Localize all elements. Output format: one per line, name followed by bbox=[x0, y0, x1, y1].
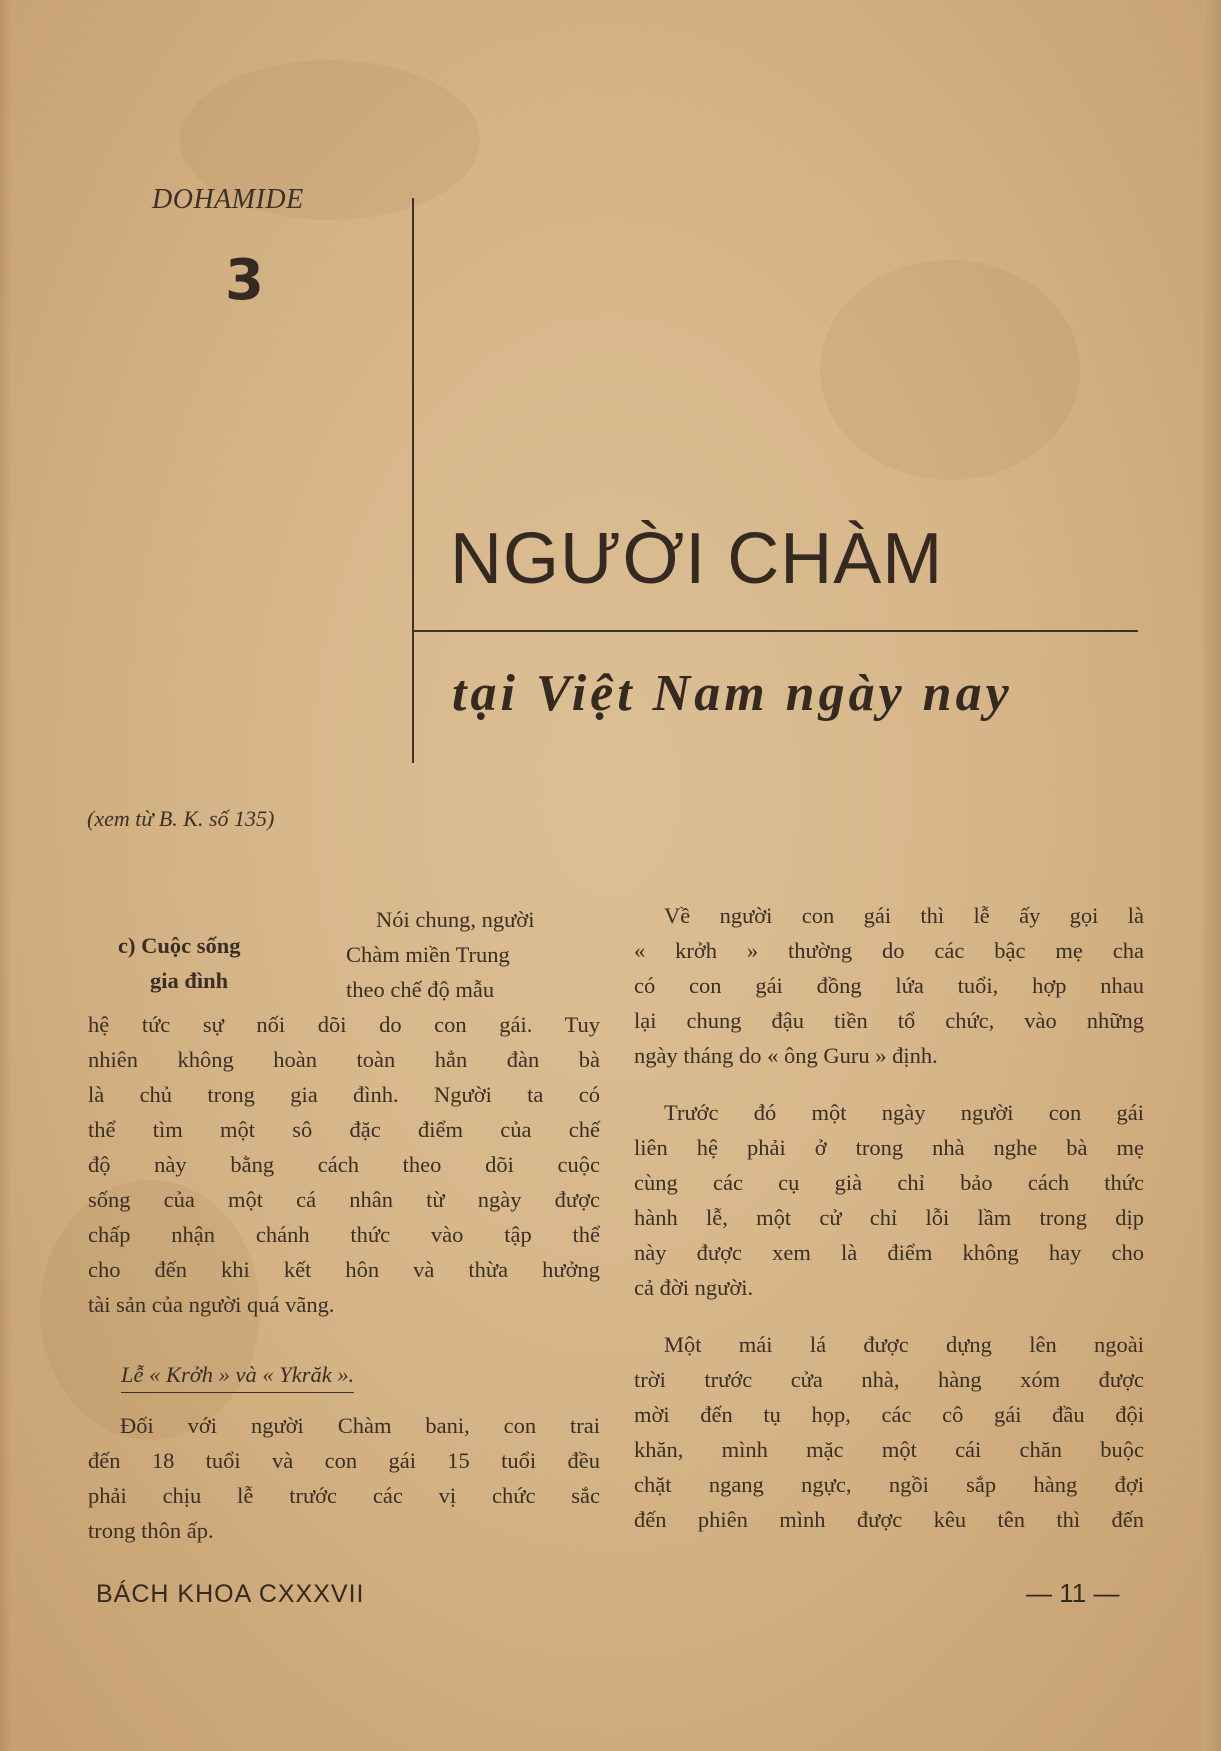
text-line: cùng các cụ già chỉ bảo cách thức bbox=[634, 1170, 1144, 1195]
intro-line: Nói chung, người bbox=[376, 907, 535, 932]
page-edge-right bbox=[1203, 0, 1221, 1751]
text-line: chặt ngang ngực, ngồi sắp hàng đợi bbox=[634, 1472, 1144, 1497]
text-line: sống của một cá nhân từ ngày được bbox=[88, 1187, 600, 1212]
continued-note: (xem từ B. K. số 135) bbox=[87, 806, 275, 831]
text-line: Đối với người Chàm bani, con trai bbox=[120, 1413, 600, 1438]
text-line: mời đến tụ họp, các cô gái đầu đội bbox=[634, 1402, 1144, 1427]
horizontal-rule bbox=[412, 630, 1138, 632]
article-subtitle: tại Việt Nam ngày nay bbox=[452, 665, 1013, 722]
text-line: trong thôn ấp. bbox=[88, 1518, 214, 1543]
text-line: Về người con gái thì lễ ấy gọi là bbox=[664, 903, 1144, 928]
text-line: phải chịu lễ trước các vị chức sắc bbox=[88, 1483, 600, 1508]
text-line: tài sản của người quá vãng. bbox=[88, 1292, 335, 1317]
text-line: ngày tháng do « ông Guru » định. bbox=[634, 1043, 938, 1068]
intro-line: theo chế độ mẫu bbox=[346, 977, 495, 1002]
text-line: là chủ trong gia đình. Người ta có bbox=[88, 1082, 600, 1107]
vertical-rule bbox=[412, 198, 414, 763]
right-column bbox=[634, 898, 1144, 1537]
text-line: « krởh » thường do các bậc mẹ cha bbox=[634, 938, 1144, 963]
author-name: DOHAMIDE bbox=[152, 184, 304, 215]
left-paragraph bbox=[88, 1007, 600, 1322]
text-line: liên hệ phải ở trong nhà nghe bà mẹ bbox=[634, 1135, 1144, 1160]
right-paragraph bbox=[634, 1327, 1144, 1537]
text-line: hệ tức sự nối dõi do con gái. Tuy bbox=[88, 1012, 600, 1037]
article-title: NGƯỜI CHÀM bbox=[450, 519, 944, 599]
text-line: nhiên không hoàn toàn hẳn đàn bà bbox=[88, 1047, 600, 1072]
side-heading bbox=[118, 928, 241, 998]
side-heading-line: c) Cuộc sống bbox=[118, 933, 241, 958]
paper-stain bbox=[820, 260, 1080, 480]
side-heading-line: gia đình bbox=[150, 968, 229, 993]
chapter-number: 3 bbox=[225, 248, 264, 313]
text-line: đến 18 tuổi và con gái 15 tuổi đều bbox=[88, 1448, 600, 1473]
text-line: Trước đó một ngày người con gái bbox=[664, 1100, 1144, 1125]
text-line: khăn, mình mặc một cái chăn buộc bbox=[634, 1437, 1144, 1462]
intro-line: Chàm miền Trung bbox=[346, 942, 510, 967]
section-heading: Lễ « Krởh » và « Ykrăk ». bbox=[121, 1362, 354, 1393]
text-line: Một mái lá được dựng lên ngoài bbox=[664, 1332, 1144, 1357]
text-line: lại chung đậu tiền tổ chức, vào những bbox=[634, 1008, 1144, 1033]
page-edge-left bbox=[0, 0, 12, 1751]
text-line: hành lễ, một cử chỉ lỗi lầm trong dịp bbox=[634, 1205, 1144, 1230]
text-line: này được xem là điểm không hay cho bbox=[634, 1240, 1144, 1265]
left-section-paragraph bbox=[88, 1408, 600, 1548]
right-paragraph bbox=[634, 1095, 1144, 1305]
intro-lines bbox=[336, 902, 600, 1007]
text-line: cho đến khi kết hôn và thừa hưởng bbox=[88, 1257, 600, 1282]
text-line: có con gái đồng lứa tuổi, hợp nhau bbox=[634, 973, 1144, 998]
text-line: đến phiên mình được kêu tên thì đến bbox=[634, 1507, 1144, 1532]
text-line: thể tìm một sô đặc điểm của chế bbox=[88, 1117, 600, 1142]
right-paragraph bbox=[634, 898, 1144, 1073]
page-number: — 11 — bbox=[1026, 1578, 1120, 1608]
text-line: trời trước cửa nhà, hàng xóm được bbox=[634, 1367, 1144, 1392]
magazine-footer: BÁCH KHOA CXXXVII bbox=[96, 1580, 365, 1608]
text-line: cả đời người. bbox=[634, 1275, 754, 1300]
text-line: độ này bằng cách theo dõi cuộc bbox=[88, 1152, 600, 1177]
text-line: chấp nhận chánh thức vào tập thể bbox=[88, 1222, 600, 1247]
